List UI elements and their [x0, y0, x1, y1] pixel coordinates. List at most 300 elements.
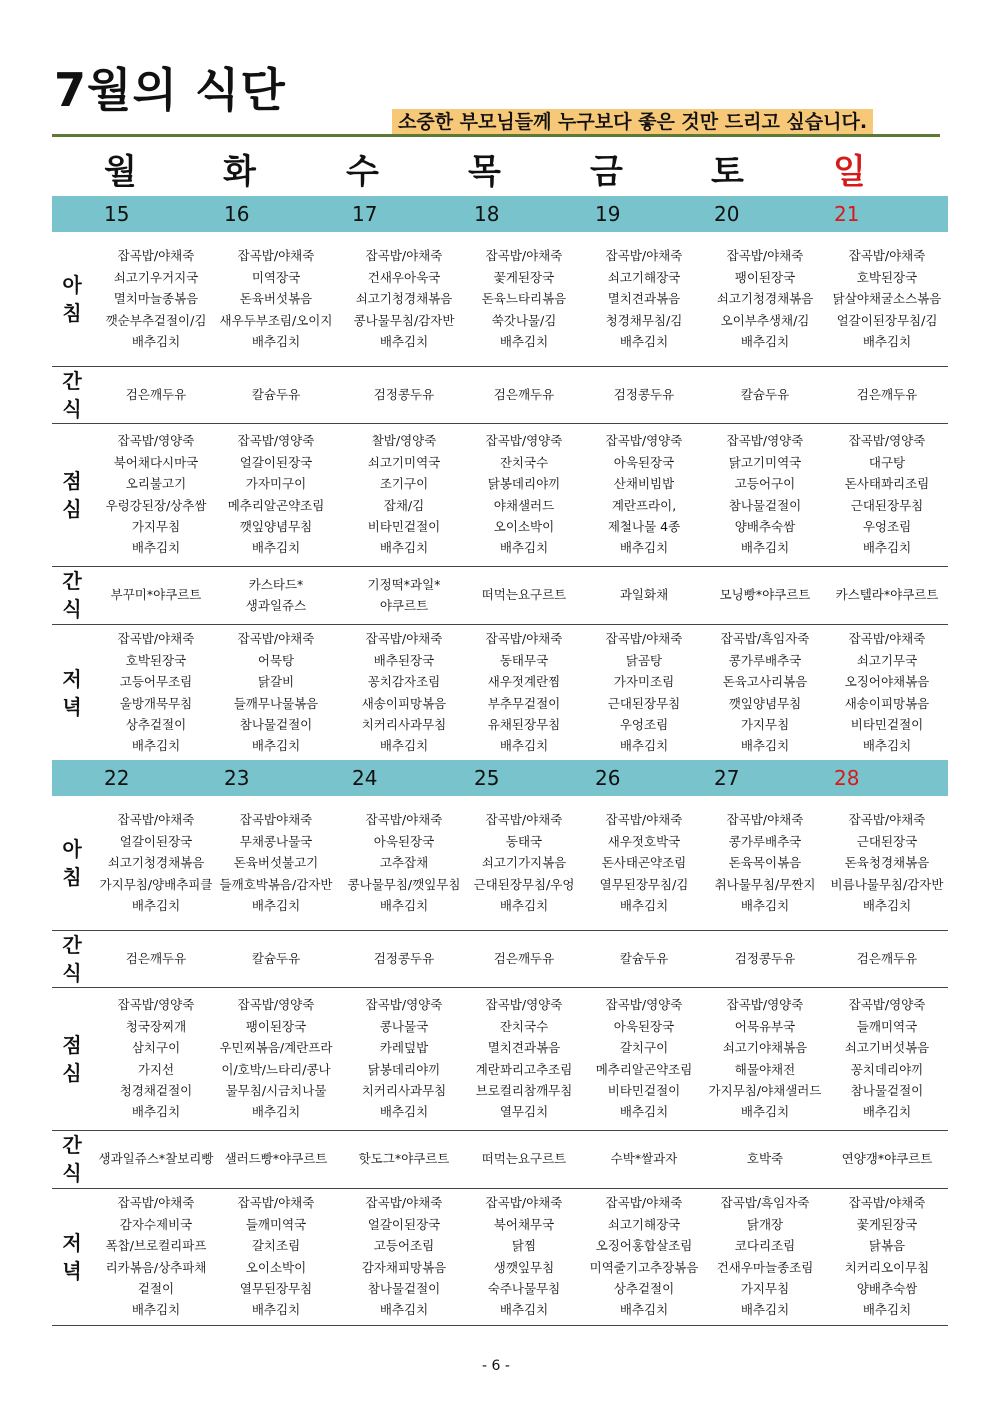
menu-item: 검은깨두유 — [125, 386, 187, 402]
menu-item: 핫도그*야쿠르트 — [358, 1151, 450, 1167]
menu-cell — [827, 796, 947, 930]
menu-item: 치커리사과무침 — [361, 716, 447, 732]
menu-item: 계란꽈리고추조림 — [475, 1061, 573, 1077]
menu-item: 생과일쥬스 — [245, 598, 307, 613]
menu-item: 콩나물무침/감자반 — [353, 312, 455, 328]
menu-item: 대구탕 — [868, 454, 906, 470]
menu-item: 배추김치 — [740, 898, 790, 914]
weekday-sat: 토 — [711, 152, 744, 192]
menu-cell — [344, 987, 464, 1130]
menu-cell — [464, 232, 584, 366]
menu-item: 메추리알곤약조림 — [595, 1061, 693, 1077]
menu-cell — [827, 624, 947, 761]
date-bar — [52, 196, 948, 232]
menu-item: 배추김치 — [131, 1302, 181, 1318]
menu-item: 배추김치 — [740, 1302, 790, 1318]
menu-item: 고추잡채 — [379, 855, 429, 871]
menu-cell — [584, 1188, 704, 1325]
menu-cell — [827, 987, 947, 1130]
menu-item: 샐러드빵*야쿠르트 — [224, 1151, 328, 1167]
menu-item: 잡곡밥/야채죽 — [237, 248, 315, 264]
menu-item: 배추김치 — [251, 540, 301, 556]
menu-item: 코다리조림 — [734, 1238, 796, 1254]
menu-item: 쇠고기청경채볶음 — [716, 291, 814, 307]
menu-item: 들깨미역국 — [245, 1216, 307, 1232]
menu-item: 들깨무나물볶음 — [233, 695, 319, 711]
menu-item: 배추김치 — [131, 540, 181, 556]
menu-cell — [584, 366, 704, 423]
meal-label-char: 저 — [62, 666, 82, 691]
menu-item: 칼슘두유 — [251, 950, 301, 966]
menu-item: 잡곡밥/야채죽 — [848, 631, 926, 647]
menu-item: 배추김치 — [251, 334, 301, 350]
menu-item: 배추김치 — [131, 334, 181, 350]
menu-item: 근대된장무침 — [607, 695, 681, 711]
menu-item: 배추김치 — [251, 1302, 301, 1318]
menu-item: 잡곡밥/야채죽 — [365, 1195, 443, 1211]
week-2 — [52, 760, 948, 1327]
menu-item: 근대된장국 — [856, 833, 918, 849]
menu-item: 가지무침 — [740, 716, 790, 732]
menu-item: 검은깨두유 — [493, 386, 555, 402]
menu-item: 잡곡밥/야채죽 — [117, 1195, 195, 1211]
meal-label-char: 녁 — [62, 1258, 82, 1283]
menu-item: 가지무침 — [131, 518, 181, 534]
date-label: 20 — [714, 202, 740, 226]
menu-item: 배추김치 — [251, 738, 301, 754]
menu-item: 우민찌볶음/계란프라 — [219, 1040, 333, 1056]
menu-cell — [705, 796, 825, 930]
menu-cell — [96, 1130, 216, 1188]
menu-item: 칼슘두유 — [619, 950, 669, 966]
menu-item: 오징어야채볶음 — [844, 674, 930, 690]
menu-item: 열무된장무침/김 — [599, 876, 689, 892]
menu-cell — [96, 1188, 216, 1325]
menu-item: 유채된장무침 — [487, 716, 561, 732]
menu-cell — [584, 796, 704, 930]
menu-item: 갈치구이 — [619, 1040, 669, 1056]
menu-item: 비름나물무침/감자반 — [830, 876, 944, 892]
menu-item: 닭곰탕 — [625, 652, 663, 668]
menu-item: 잡곡밥/흑임자죽 — [720, 1195, 810, 1211]
menu-item: 잡곡밥/야채죽 — [117, 812, 195, 828]
menu-cell — [464, 423, 584, 566]
menu-item: 콩나물국 — [379, 1018, 429, 1034]
menu-item: 치커리사과무침 — [361, 1082, 447, 1098]
meal-label-char: 심 — [62, 1060, 82, 1085]
menu-item: 꽁치감자조림 — [367, 674, 441, 690]
menu-item: 배추김치 — [619, 334, 669, 350]
menu-cell — [216, 1130, 336, 1188]
menu-item: 갈치조림 — [251, 1238, 301, 1254]
menu-item: 돈육목이볶음 — [728, 855, 802, 871]
meal-row-dinner — [52, 1188, 948, 1326]
page-title: 7월의 식단 — [54, 63, 286, 117]
menu-item: 잡곡밥/영양죽 — [485, 433, 563, 449]
menu-item: 배추김치 — [740, 738, 790, 754]
menu-item: 쇠고기야채볶음 — [722, 1040, 808, 1056]
menu-item: 쇠고기버섯볶음 — [844, 1040, 930, 1056]
menu-item: 상추겉절이 — [613, 1280, 675, 1296]
menu-item: 깻잎양념무침 — [239, 518, 313, 534]
menu-item: 북어채다시마국 — [113, 454, 199, 470]
menu-item: 아욱된장국 — [373, 833, 435, 849]
menu-item: 쇠고기가지볶음 — [481, 855, 567, 871]
menu-item: 취나물무침/무짠지 — [714, 876, 816, 892]
menu-item: 검은깨두유 — [125, 950, 187, 966]
menu-cell — [584, 1130, 704, 1188]
date-label: 21 — [834, 202, 860, 226]
menu-cell — [216, 566, 336, 624]
meal-label — [52, 624, 92, 761]
menu-item: 검정콩두유 — [373, 950, 435, 966]
menu-item: 호박된장국 — [856, 269, 918, 285]
menu-item: 배추김치 — [379, 1104, 429, 1120]
menu-item: 어묵유부국 — [734, 1018, 796, 1034]
menu-item: 배추김치 — [379, 334, 429, 350]
menu-item: 고등어구이 — [734, 476, 796, 492]
menu-item: 기정떡*과일* — [367, 576, 441, 592]
menu-item: 배추김치 — [379, 738, 429, 754]
menu-item: 근대된장무침/우엉 — [473, 876, 575, 892]
menu-item: 쇠고기우거지국 — [113, 269, 199, 285]
menu-cell — [705, 566, 825, 624]
menu-item: 배추김치 — [740, 1104, 790, 1120]
weekday-sun: 일 — [833, 152, 866, 192]
menu-item: 우렁강된장/상추쌈 — [105, 497, 207, 513]
menu-item: 가자미조림 — [613, 674, 675, 690]
menu-item: 이/호박/느타리/콩나 — [221, 1061, 331, 1077]
date-label: 19 — [595, 202, 621, 226]
menu-item: 닭개장 — [746, 1216, 784, 1232]
menu-item: 치커리오이무침 — [844, 1259, 930, 1275]
menu-item: 배추김치 — [619, 1104, 669, 1120]
menu-cell — [344, 624, 464, 761]
menu-item: 칼슘두유 — [251, 386, 301, 402]
menu-item: 오리불고기 — [125, 476, 187, 492]
date-bar — [52, 760, 948, 796]
menu-item: 찰밥/영양죽 — [371, 433, 437, 449]
menu-item: 북어채무국 — [493, 1216, 555, 1232]
menu-item: 산채비빔밥 — [613, 476, 675, 492]
menu-cell — [584, 624, 704, 761]
meal-label-char: 식 — [62, 1161, 82, 1185]
menu-item: 돈육버섯볶음 — [239, 291, 313, 307]
menu-item: 제철나물 4종 — [607, 518, 681, 534]
menu-item: 배추김치 — [499, 540, 549, 556]
menu-cell — [216, 366, 336, 423]
menu-item: 잡곡밥/야채죽 — [848, 248, 926, 264]
menu-item: 잡곡밥/야채죽 — [365, 631, 443, 647]
menu-item: 잡곡밥/영양죽 — [117, 997, 195, 1013]
menu-item: 배추김치 — [862, 738, 912, 754]
menu-item: 가자미구이 — [245, 476, 307, 492]
menu-item: 고등어무조림 — [119, 674, 193, 690]
menu-item: 배추김치 — [619, 1302, 669, 1318]
weekday-fri: 금 — [590, 152, 623, 192]
weekday-header — [0, 150, 992, 194]
menu-item: 얼갈이된장국 — [367, 1216, 441, 1232]
menu-item: 닭봉데리야끼 — [367, 1061, 441, 1077]
menu-item: 배추된장국 — [373, 652, 435, 668]
menu-cell — [216, 624, 336, 761]
menu-item: 얼갈이된장국 — [119, 833, 193, 849]
menu-cell — [827, 1188, 947, 1325]
menu-cell — [827, 366, 947, 423]
meal-label-char: 심 — [62, 496, 82, 521]
menu-item: 닭고기미역국 — [728, 454, 802, 470]
menu-item: 배추김치 — [499, 1302, 549, 1318]
menu-item: 배추김치 — [379, 540, 429, 556]
menu-cell — [584, 566, 704, 624]
menu-item: 돈육청경채볶음 — [844, 855, 930, 871]
menu-item: 닭볶음 — [868, 1238, 906, 1254]
menu-item: 배추김치 — [131, 1104, 181, 1120]
menu-item: 부추무겉절이 — [487, 695, 561, 711]
menu-item: 우엉조림 — [619, 716, 669, 732]
weekday-tue: 화 — [223, 152, 256, 192]
title-divider — [52, 134, 940, 137]
menu-item: 잡채/김 — [383, 497, 425, 513]
menu-item: 잡곡밥/영양죽 — [485, 997, 563, 1013]
menu-item: 배추김치 — [740, 334, 790, 350]
menu-cell — [584, 930, 704, 987]
menu-item: 돈육고사리볶음 — [722, 674, 808, 690]
menu-item: 닭봉데리야끼 — [487, 476, 561, 492]
meal-label-char: 아 — [62, 273, 82, 297]
menu-item: 오이부추생채/김 — [720, 312, 810, 328]
menu-item: 브로컬리참깨무침 — [475, 1082, 573, 1098]
menu-item: 배추김치 — [379, 1302, 429, 1318]
meal-label-char: 점 — [62, 1032, 82, 1057]
menu-item: 배추김치 — [619, 540, 669, 556]
menu-item: 가지무침/야채샐러드 — [708, 1082, 822, 1098]
date-label: 15 — [104, 202, 130, 226]
menu-cell — [344, 232, 464, 366]
meal-label-char: 침 — [62, 301, 82, 325]
menu-item: 돈육버섯불고기 — [233, 855, 319, 871]
menu-cell — [827, 1130, 947, 1188]
menu-item: 카스타드* — [248, 576, 304, 592]
menu-item: 쇠고기미역국 — [367, 454, 441, 470]
menu-item: 청경채무침/김 — [605, 312, 683, 328]
date-label: 23 — [224, 766, 250, 790]
menu-item: 열무김치 — [499, 1104, 549, 1120]
menu-item: 콩가루배추국 — [728, 652, 802, 668]
menu-item: 잡곡밥야채죽 — [239, 812, 313, 828]
menu-item: 잡곡밥/흑임자죽 — [720, 631, 810, 647]
menu-cell — [464, 366, 584, 423]
menu-item: 쑥갓나물/김 — [491, 312, 557, 328]
menu-item: 겉절이 — [137, 1280, 175, 1296]
menu-item: 고등어조림 — [373, 1238, 435, 1254]
menu-cell — [705, 1188, 825, 1325]
menu-item: 청국장찌개 — [125, 1018, 187, 1034]
menu-cell — [464, 566, 584, 624]
menu-item: 잡곡밥/영양죽 — [237, 997, 315, 1013]
menu-cell — [344, 1188, 464, 1325]
menu-item: 생과일쥬스*찰보리빵 — [98, 1151, 214, 1167]
meal-label-char: 간 — [62, 932, 82, 957]
menu-item: 멸치마늘종볶음 — [113, 291, 199, 307]
menu-item: 배추김치 — [862, 1104, 912, 1120]
menu-item: 배추김치 — [619, 898, 669, 914]
menu-item: 배추김치 — [499, 738, 549, 754]
menu-item: 아욱된장국 — [613, 1018, 675, 1034]
slogan-banner: 소중한 부모님들께 누구보다 좋은 것만 드리고 싶습니다. — [392, 109, 873, 135]
menu-cell — [344, 1130, 464, 1188]
menu-item: 콩나물무침/깻잎무침 — [347, 876, 461, 892]
menu-item: 카스텔라*야쿠르트 — [835, 587, 939, 603]
menu-item: 잡곡밥/야채죽 — [726, 812, 804, 828]
menu-item: 검정콩두유 — [734, 950, 796, 966]
meal-row-snack-am — [52, 366, 948, 424]
menu-item: 조기구이 — [379, 476, 429, 492]
menu-cell — [705, 1130, 825, 1188]
menu-item: 쇠고기청경채볶음 — [107, 855, 205, 871]
meal-label-char: 식 — [62, 396, 82, 421]
menu-item: 해물야채전 — [734, 1061, 796, 1077]
menu-item: 숙주나물무침 — [487, 1280, 561, 1296]
menu-item: 아욱된장국 — [613, 454, 675, 470]
menu-item: 잡곡밥/야채죽 — [605, 631, 683, 647]
date-label: 17 — [352, 202, 378, 226]
menu-item: 생깻잎무침 — [493, 1259, 555, 1275]
menu-item: 배추김치 — [499, 898, 549, 914]
menu-item: 잡곡밥/야채죽 — [485, 248, 563, 264]
weekday-thu: 목 — [468, 152, 501, 192]
menu-item: 새우젓호박국 — [607, 833, 681, 849]
menu-item: 팽이된장국 — [734, 269, 796, 285]
menu-cell — [216, 232, 336, 366]
date-label: 28 — [834, 766, 860, 790]
menu-item: 메추리알곤약조림 — [227, 497, 325, 513]
menu-item: 근대된장무침 — [850, 497, 924, 513]
menu-item: 돈육느타리볶음 — [481, 291, 567, 307]
menu-item: 잡곡밥/야채죽 — [365, 812, 443, 828]
menu-item: 모닝빵*야쿠르트 — [719, 587, 811, 603]
meal-label-char: 식 — [62, 597, 82, 621]
meal-label — [52, 1188, 92, 1325]
menu-item: 쇠고기무국 — [856, 652, 918, 668]
menu-item: 미역줄기고추장볶음 — [589, 1259, 699, 1275]
menu-item: 쇠고기해장국 — [607, 269, 681, 285]
meal-label — [52, 366, 92, 423]
menu-item: 오이소박이 — [493, 518, 555, 534]
meal-row-breakfast — [52, 232, 948, 367]
menu-cell — [96, 423, 216, 566]
menu-cell — [96, 366, 216, 423]
meal-row-snack-pm — [52, 1130, 948, 1189]
menu-item: 수박*쌀과자 — [610, 1151, 678, 1167]
menu-item: 잡곡밥/영양죽 — [237, 433, 315, 449]
meal-row-lunch — [52, 423, 948, 567]
menu-item: 꽁치데리야끼 — [850, 1061, 924, 1077]
menu-cell — [216, 423, 336, 566]
menu-cell — [96, 232, 216, 366]
meal-label — [52, 796, 92, 930]
menu-cell — [96, 930, 216, 987]
menu-item: 잡곡밥/야채죽 — [237, 1195, 315, 1211]
menu-item: 잡곡밥/야채죽 — [605, 248, 683, 264]
meal-row-dinner — [52, 624, 948, 762]
menu-item: 배추김치 — [251, 898, 301, 914]
menu-cell — [96, 624, 216, 761]
menu-cell — [584, 987, 704, 1130]
meal-row-snack-pm — [52, 566, 948, 625]
meal-label — [52, 930, 92, 987]
menu-cell — [584, 232, 704, 366]
menu-item: 잡곡밥/야채죽 — [726, 248, 804, 264]
menu-item: 닭살야채굴소스볶음 — [832, 291, 942, 307]
menu-item: 호박죽 — [746, 1151, 784, 1167]
menu-item: 감자채피망볶음 — [361, 1259, 447, 1275]
menu-cell — [344, 796, 464, 930]
menu-item: 얼갈이된장무침/김 — [836, 312, 938, 328]
date-label: 27 — [714, 766, 740, 790]
meal-label — [52, 987, 92, 1130]
menu-item: 쇠고기청경채볶음 — [355, 291, 453, 307]
meal-label-char: 아 — [62, 837, 82, 861]
menu-item: 배추김치 — [862, 1302, 912, 1318]
menu-item: 잡곡밥/야채죽 — [117, 248, 195, 264]
menu-item: 삼치구이 — [131, 1040, 181, 1056]
menu-item: 배추김치 — [499, 334, 549, 350]
menu-cell — [584, 423, 704, 566]
menu-item: 카레덮밥 — [379, 1040, 429, 1056]
menu-item: 호박된장국 — [125, 652, 187, 668]
menu-item: 건새우마늘종조림 — [716, 1259, 814, 1275]
meal-label-char: 녁 — [62, 694, 82, 719]
menu-cell — [464, 930, 584, 987]
menu-item: 잡곡밥/영양죽 — [605, 433, 683, 449]
menu-cell — [344, 366, 464, 423]
menu-item: 배추김치 — [131, 898, 181, 914]
date-label: 16 — [224, 202, 250, 226]
meal-label-char: 침 — [62, 865, 82, 889]
menu-cell — [464, 1188, 584, 1325]
date-label: 22 — [104, 766, 130, 790]
meal-label-char: 저 — [62, 1230, 82, 1255]
menu-item: 새송이피망볶음 — [361, 695, 447, 711]
menu-item: 떠먹는요구르트 — [481, 1151, 567, 1167]
menu-item: 동태무국 — [499, 652, 549, 668]
menu-item: 잡곡밥/야채죽 — [485, 812, 563, 828]
menu-item: 잡곡밥/야채죽 — [605, 1195, 683, 1211]
menu-item: 배추김치 — [131, 738, 181, 754]
menu-cell — [464, 624, 584, 761]
menu-item: 배추김치 — [862, 540, 912, 556]
menu-item: 양배추숙쌈 — [734, 518, 796, 534]
date-label: 24 — [352, 766, 378, 790]
menu-item: 야채샐러드 — [493, 497, 555, 513]
page-number: - 6 - — [482, 1358, 510, 1374]
menu-item: 잡곡밥/야채죽 — [848, 1195, 926, 1211]
menu-item: 미역장국 — [251, 269, 301, 285]
menu-item: 배추김치 — [740, 540, 790, 556]
menu-item: 잡곡밥/야채죽 — [848, 812, 926, 828]
menu-item: 배추김치 — [862, 898, 912, 914]
menu-item: 오이소박이 — [245, 1259, 307, 1275]
menu-item: 무채콩나물국 — [239, 833, 313, 849]
menu-item: 배추김치 — [251, 1104, 301, 1120]
menu-cell — [705, 366, 825, 423]
menu-item: 비타민겉절이 — [607, 1082, 681, 1098]
menu-item: 들깨미역국 — [856, 1018, 918, 1034]
menu-cell — [464, 987, 584, 1130]
meal-label — [52, 232, 92, 366]
menu-item: 닭갈비 — [257, 674, 295, 690]
